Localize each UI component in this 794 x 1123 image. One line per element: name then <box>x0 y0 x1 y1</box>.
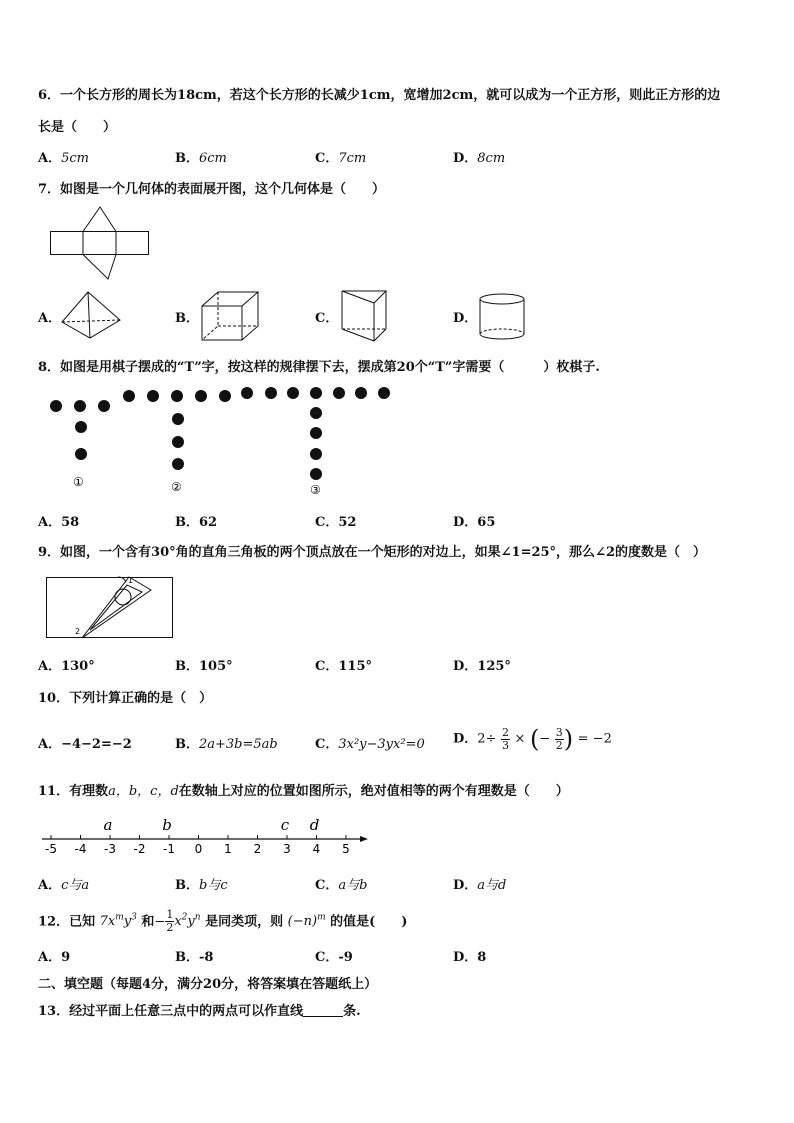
q8-option-a[interactable]: A．58 <box>38 515 80 530</box>
q6-option-c[interactable]: C．7cm <box>315 151 367 166</box>
q12-option-b[interactable]: B．-8 <box>175 950 214 965</box>
cylinder-figure[interactable] <box>478 292 526 342</box>
point-label-d: d <box>309 816 320 834</box>
q7-option-c[interactable]: C． <box>315 311 339 326</box>
q10-options <box>38 725 758 757</box>
axis-tick-label: -5 <box>45 842 57 856</box>
q6-option-d[interactable]: D．8cm <box>453 151 506 166</box>
q11-option-c[interactable]: C．a与b <box>315 878 368 893</box>
axis-tick-label: 5 <box>342 842 350 856</box>
q10-option-b[interactable]: B．2a+3b=5ab <box>175 737 278 752</box>
point-label-a: a <box>103 816 113 834</box>
q10-stem: 10．下列计算正确的是（ ） <box>38 691 213 706</box>
axis-tick-label: 3 <box>283 842 291 856</box>
axis-tick-label: -2 <box>133 842 146 856</box>
q12-option-d[interactable]: D．8 <box>453 950 487 965</box>
axis-tick-label: -3 <box>104 842 116 856</box>
q9-option-c[interactable]: C．115° <box>315 659 372 674</box>
fraction-3-2: $\frac{3}{2}$ <box>555 725 563 752</box>
point-label-b: b <box>162 816 172 834</box>
section-2-heading: 二、填空题（每题4分，满分20分，将答案填在答题纸上） <box>38 977 378 992</box>
q7-stem: 7．如图是一个几何体的表面展开图，这个几何体是（ ） <box>38 182 386 197</box>
q6-option-a[interactable]: A．5cm <box>38 151 89 166</box>
q6-options <box>38 147 758 167</box>
axis-tick-label: 0 <box>194 842 203 856</box>
axis-tick-label: 4 <box>312 842 321 856</box>
q8-options <box>38 511 758 531</box>
q9-stem: 9．如图，一个含有30°角的直角三角板的两个顶点放在一个矩形的对边上，如果∠1=25°，那么∠2的度数是（ ） <box>38 545 706 560</box>
q10-option-c[interactable]: C．3x²y−3yx²=0 <box>315 737 425 752</box>
point-label-c: c <box>280 816 290 834</box>
q11-stem: 11．有理数a，b，c，d在数轴上对应的位置如图所示，绝对值相等的两个有理数是（ ） <box>38 784 569 799</box>
q12-stem: 12．已知 $7x^my^3$ 和− $\frac{1}{2}$ $x^2y^n$ 是同类项，则 $(-n)^m$ 的值是( ) <box>38 908 408 935</box>
axis-tick-label: 2 <box>253 842 262 856</box>
q7-option-a[interactable]: A． <box>38 311 62 326</box>
rectangle-triangle-figure <box>44 572 176 644</box>
q12-option-c[interactable]: C．-9 <box>315 950 353 965</box>
q8-option-c[interactable]: C．52 <box>315 515 357 530</box>
angle-2-label: 2 <box>75 627 81 636</box>
q10-option-a[interactable]: A．−4−2=−2 <box>38 737 132 752</box>
axis-tick-label: 1 <box>224 842 232 856</box>
number-line-figure <box>38 814 374 856</box>
q9-options <box>38 655 758 675</box>
axis-tick-label: -1 <box>163 842 175 856</box>
q11-option-a[interactable]: A．c与a <box>38 878 90 893</box>
q7-option-d[interactable]: D． <box>453 311 478 326</box>
q9-option-b[interactable]: B．105° <box>175 659 233 674</box>
q9-option-d[interactable]: D．125° <box>453 659 511 674</box>
q7-options <box>38 307 758 327</box>
q8-option-d[interactable]: D．65 <box>453 515 496 530</box>
axis-tick-label: -4 <box>74 842 87 856</box>
q10-option-d[interactable]: D．2÷ $\frac{2}{3}$ × (− $\frac{3}{2}$ ) = −2 <box>453 725 612 753</box>
q12-option-a[interactable]: A．9 <box>38 950 71 965</box>
figure-label-1: ① <box>73 475 84 489</box>
q13-stem: 13．经过平面上任意三点中的两点可以作直线 条. <box>38 1004 361 1019</box>
q6-stem-line2: 长是（ ） <box>38 120 117 135</box>
q6-option-b[interactable]: B．6cm <box>175 151 227 166</box>
q11-option-b[interactable]: B．b与c <box>175 878 228 893</box>
q11-options <box>38 874 758 894</box>
q8-stem: 8．如图是用棋子摆成的“T”字，按这样的规律摆下去，摆成第20个“T”字需要（ ）枚棋子. <box>38 360 600 375</box>
triangular-prism-figure[interactable] <box>340 289 390 343</box>
q7-option-b[interactable]: B． <box>175 311 199 326</box>
cube-figure[interactable] <box>200 290 260 342</box>
figure-label-2: ② <box>171 480 182 494</box>
figure-label-3: ③ <box>310 483 321 497</box>
t-pattern-figure <box>40 382 400 498</box>
q12-options <box>38 946 758 966</box>
q11-option-d[interactable]: D．a与d <box>453 878 507 893</box>
fraction-2-3: $\frac{2}{3}$ <box>501 725 509 752</box>
prism-net-figure <box>50 206 150 280</box>
q9-option-a[interactable]: A．130° <box>38 659 95 674</box>
q8-option-b[interactable]: B．62 <box>175 515 218 530</box>
angle-1-label: 1 <box>128 576 134 585</box>
pyramid-figure[interactable] <box>60 290 122 342</box>
answer-blank[interactable] <box>303 1004 343 1017</box>
q6-stem-line1: 6．一个长方形的周长为18cm，若这个长方形的长减少1cm，宽增加2cm，就可以成为一个正方形，则此正方形的边 <box>38 88 721 103</box>
